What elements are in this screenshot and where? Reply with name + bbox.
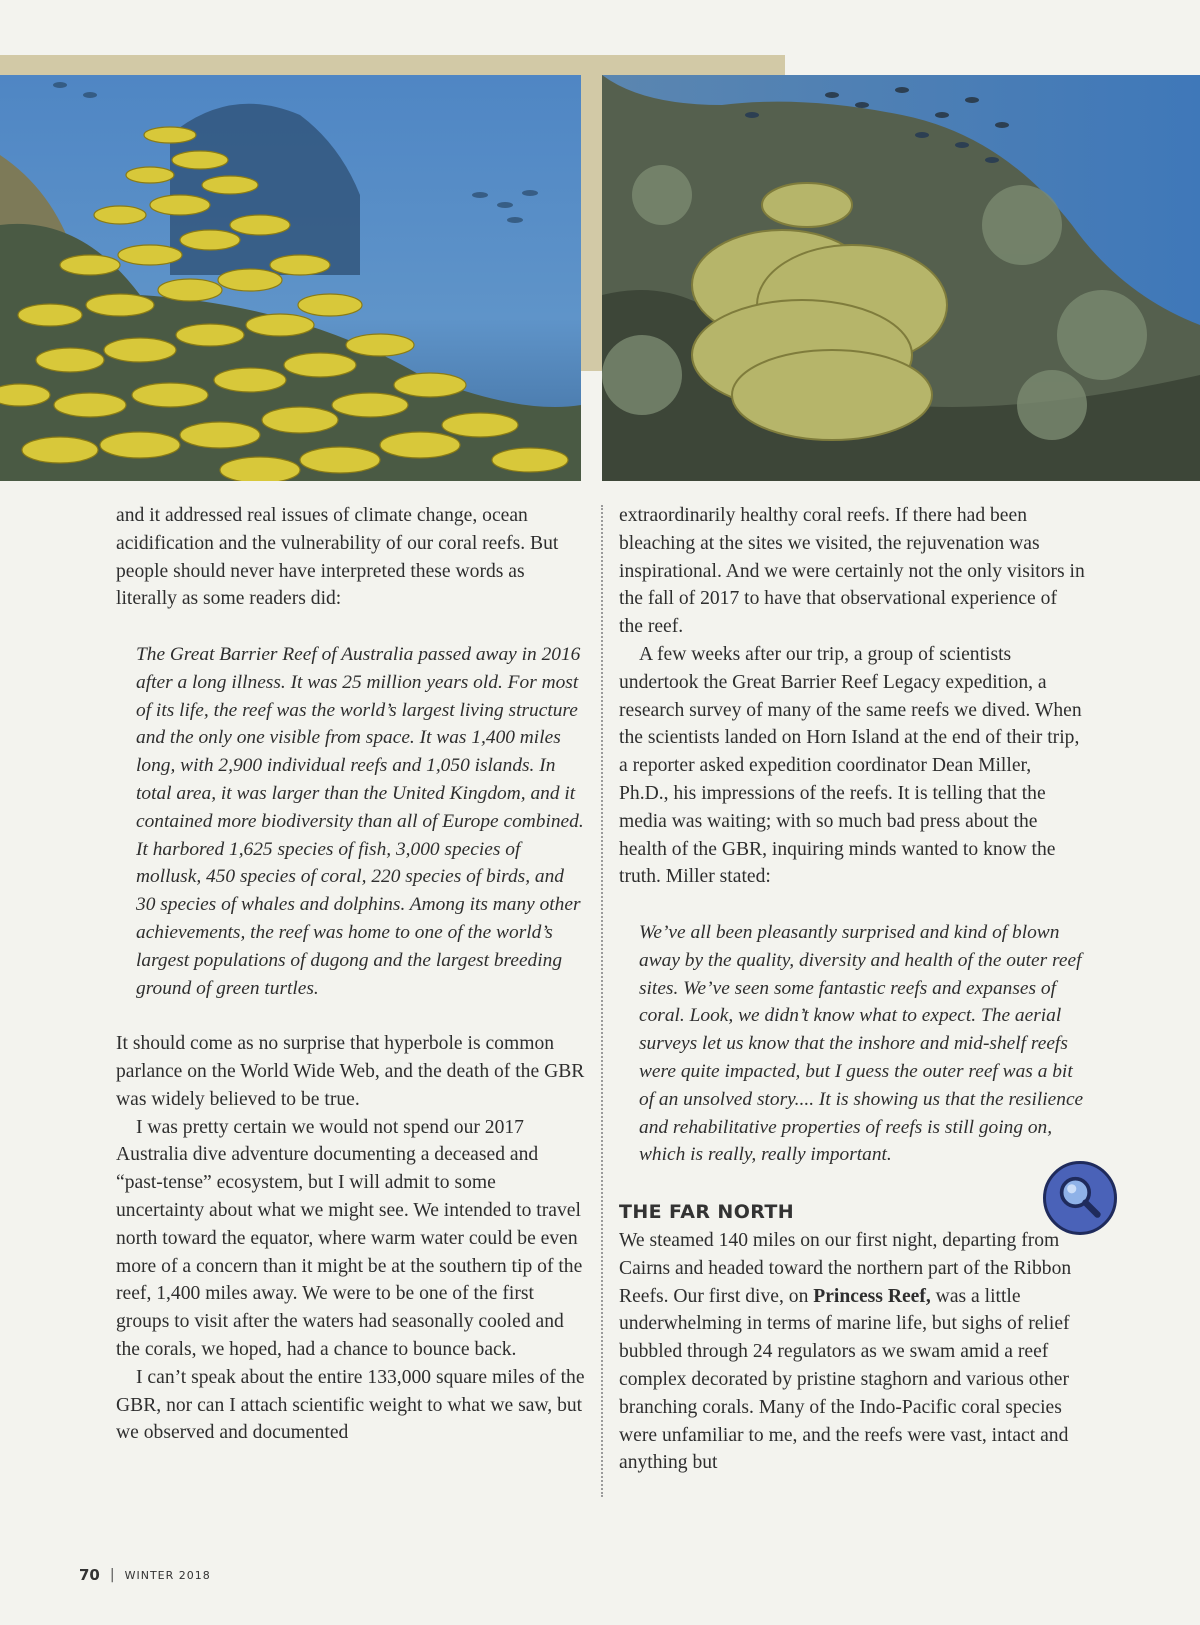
section-heading: THE FAR NORTH: [619, 1200, 795, 1223]
photo-yellow-fish-school: [0, 75, 581, 481]
magnifier-icon: [1046, 1164, 1114, 1232]
paragraph: I can’t speak about the entire 133,000 square miles of the GBR, nor can I attach scientific weight to what we saw, but we observed and documented: [116, 1366, 585, 1444]
column-divider: [601, 505, 603, 1497]
article-column-left: [116, 502, 588, 1447]
paragraph: I was pretty certain we would not spend our 2017 Australia dive adventure documenting a deceased and “past-tense” ecosystem, but I will admit to some uncertainty about what we might see. We intended to travel north toward the equator, where warm water could be even more of a concern than it might be at the southern tip of the reef, 1,400 miles away. We were to be one of the first groups to visit after the waters had seasonally cooled and the corals, we hoped, had a chance to bounce back.: [116, 1116, 583, 1360]
blockquote-obituary: The Great Barrier Reef of Australia passed away in 2016 after a long illness. It was 25 million years old. For most of its life, the reef was the world’s largest living structure and the only one visible from space. It was 1,400 miles long, with 2,900 individual reefs and 1,050 islands. In total area, it was larger than the United Kingdom, and it contained more biodiversity than all of Europe combined. It harbored 1,625 species of fish, 3,000 species of mollusk, 450 species of coral, 220 species of birds, and 30 species of whales and dolphins. Among its many other achievements, the reef was home to one of the world’s largest populations of dugong and the largest breeding ground of green turtles.: [136, 643, 584, 999]
paragraph: [619, 1227, 1085, 1477]
reef-name: Princess Reef,: [813, 1285, 931, 1307]
page-footer: [79, 1566, 211, 1584]
coral-reef-illustration: [602, 75, 1200, 481]
paragraph: A few weeks after our trip, a group of scientists undertook the Great Barrier Reef Legacy expedition, a research survey of many of the same reefs we dived. When the scientists landed on Horn Island at the end of their trip, a reporter asked expedition coordinator Dean Miller, Ph.D., his impressions of the reefs. It is telling that the media was waiting; with so much bad press about the health of the GBR, inquiring minds wanted to know the truth. Miller stated:: [619, 643, 1082, 888]
footer-separator: |: [109, 1567, 115, 1583]
paragraph-text: was a little underwhelming in terms of marine life, but sighs of relief bubbled through 24 regulators as we swam amid a reef complex decorated by pristine staghorn and various other branching corals. Many of the Indo-Pacific coral species were unfamiliar to me, and the reefs were vast, intact and anything but: [619, 1285, 1070, 1474]
fish-reef-illustration: [0, 75, 581, 481]
photo-plate-coral: [602, 75, 1200, 481]
paragraph: It should come as no surprise that hyperbole is common parlance on the World Wide Web, and the death of the GBR was widely believed to be true.: [116, 1033, 585, 1110]
issue-label: WINTER 2018: [124, 1568, 211, 1582]
article-column-right: [619, 502, 1085, 1477]
page-number: 70: [79, 1566, 100, 1584]
paragraph: extraordinarily healthy coral reefs. If there had been bleaching at the sites we visited, the rejuvenation was inspirational. And we were certainly not the only visitors in the fall of 2017 to have that observational experience of the reef.: [619, 505, 1085, 638]
zoom-button[interactable]: [1043, 1161, 1117, 1235]
paragraph-text: We steamed 140 miles on our first night, departing from Cairns and headed toward the northern part of the Ribbon Reefs. Our first dive, on: [619, 1229, 1072, 1307]
paragraph: and it addressed real issues of climate change, ocean acidification and the vulnerability of our coral reefs. But people should never have interpreted these words as literally as some readers did:: [116, 505, 559, 610]
blockquote-miller: We’ve all been pleasantly surprised and kind of blown away by the quality, diversity and health of the outer reef sites. We’ve seen some fantastic reefs and expanses of coral. Look, we didn’t know what to expect. The aerial surveys let us know that the inshore and mid-shelf reefs were quite impacted, but I guess the outer reef was a bit of an unsolved story.... It is showing us that the resilience and rehabilitative properties of reefs is still going on, which is really, really important.: [639, 921, 1084, 1166]
